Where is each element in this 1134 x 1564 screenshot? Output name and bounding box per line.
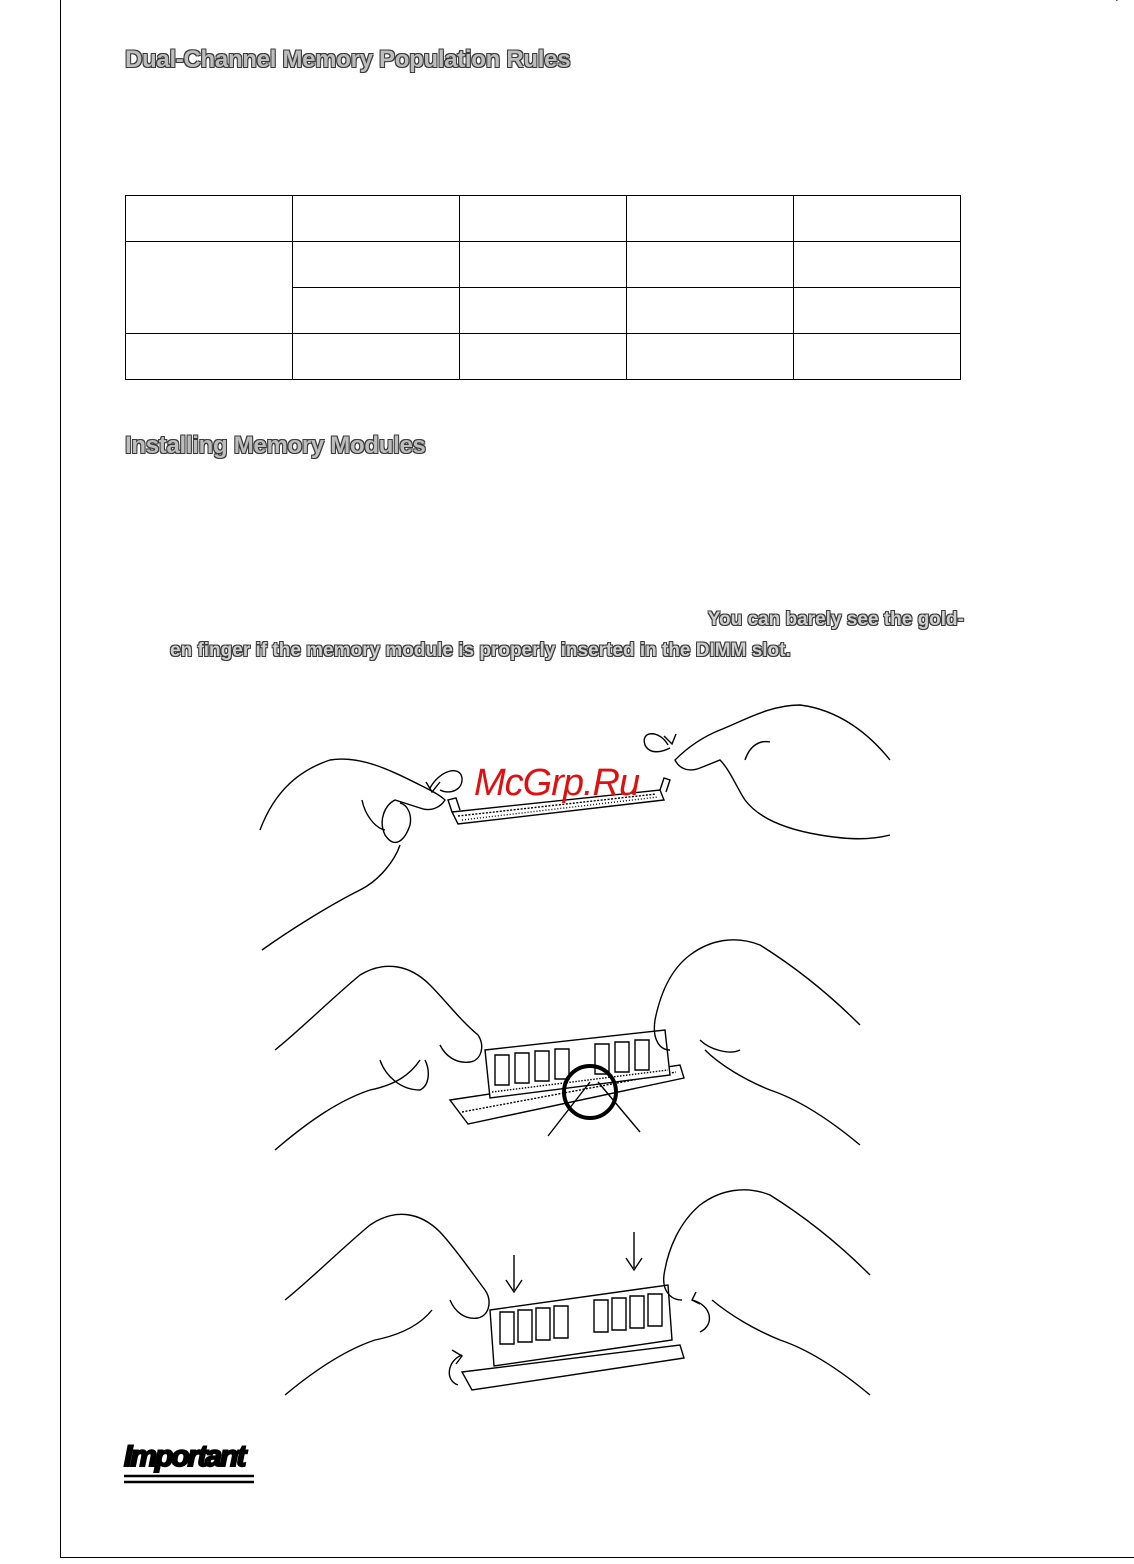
golden-finger-note-line-1: You can barely see the gold- [707,609,964,630]
table-cell [126,196,293,242]
table-cell [126,242,293,334]
table-cell [293,334,460,380]
table-cell [627,334,794,380]
table-cell [126,334,293,380]
installing-heading: Installing Memory Modules [125,432,426,459]
table-cell [460,196,627,242]
important-badge-icon [122,1432,258,1484]
watermark-text: McGrp.Ru [474,762,640,804]
population-rules-heading: Dual-Channel Memory Population Rules [125,46,571,73]
press-dimm-down-icon [0,1175,1134,1475]
population-rules-table [125,195,961,380]
table-cell [627,196,794,242]
page-frame-corner [1116,0,1134,8]
table-row [126,334,961,380]
table-cell [627,288,794,334]
table-cell [794,334,961,380]
table-cell [627,242,794,288]
table-cell [794,288,961,334]
table-cell [293,288,460,334]
golden-finger-note-line-2: en finger if the memory module is properly inserted in the DIMM slot. [170,640,791,661]
table-cell [794,242,961,288]
open-dimm-clips-icon [0,700,1134,960]
table-cell [794,196,961,242]
important-label: Important [124,1440,245,1473]
table-cell [460,334,627,380]
align-dimm-notch-icon [0,930,1134,1160]
table-cell [460,242,627,288]
table-cell [293,242,460,288]
page-frame-bottom [60,1557,1134,1558]
table-cell [293,196,460,242]
table-row [126,196,961,242]
table-cell [460,288,627,334]
table-row [126,242,961,288]
